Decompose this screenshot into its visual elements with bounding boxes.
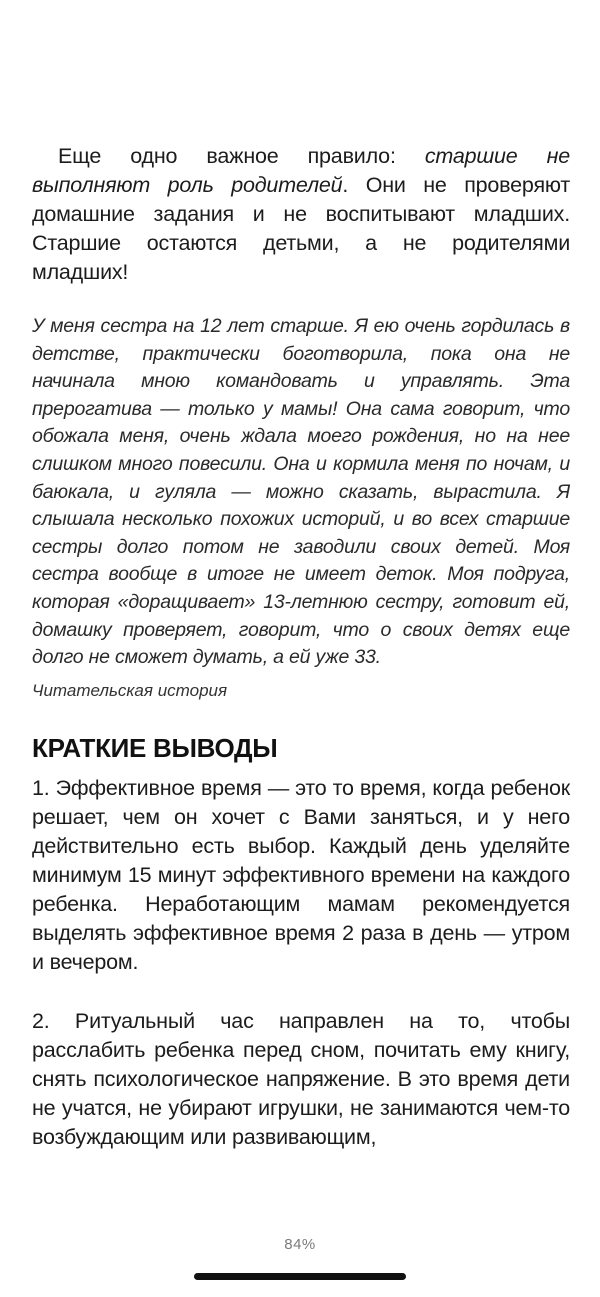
intro-rest: . Они не проверяют домашние задания и не воспитывают младших. Старшие остаются детьми, а не родителями младших!	[32, 173, 570, 284]
home-indicator[interactable]	[194, 1273, 406, 1280]
story-source: Читательская история	[32, 680, 228, 700]
reading-progress: 84%	[284, 1236, 316, 1253]
section-heading: КРАТКИЕ ВЫВОДЫ	[32, 732, 278, 763]
summary-item-1: 1. Эффективное время — это то время, когда ребенок решает, чем он хочет с Вами заняться, и у него действительно есть выбор. Каждый день уделяйте минимум 15 минут эффективного времени на каждого ребенка. Неработающим мамам рекомендуется выделять эффективное время 2 раза в день — утром и вечером.	[32, 775, 570, 974]
intro-emphasis: старшие не выполняют роль родителей	[32, 144, 571, 197]
reader-page	[32, 142, 570, 1152]
reader-story-quote: У меня сестра на 12 лет старше. Я ею очень гордилась в детстве, практически боготворила, пока она не начинала мною командовать и управлять. Эта прерогатива — только у мамы! Она сама говорит, что обожала меня, очень ждала моего рождения, но на нее слишком много повесили. Она и кормила меня по ночам, и баюкала, и гуляла — можно сказать, вырастила. Я слышала несколько похожих историй, и во всех старшие сестры долго потом не заводили своих детей. Моя сестра вообще в итоге не имеет деток. Моя подруга, которая «доращивает» 13-летнюю сестру, готовит ей, домашку проверяет, говорит, что о своих детях еще долго не сможет думать, а ей уже 33.	[32, 315, 570, 669]
intro-lead: Еще одно важное правило:	[58, 144, 425, 168]
summary-item-2: 2. Ритуальный час направлен на то, чтобы расслабить ребенка перед сном, почитать ему книгу, снять психологическое напряжение. В это время дети не учатся, не убирают игрушки, не занимаются чем-то возбуждающим или развивающим,	[32, 1008, 570, 1149]
intro-paragraph	[32, 142, 570, 287]
